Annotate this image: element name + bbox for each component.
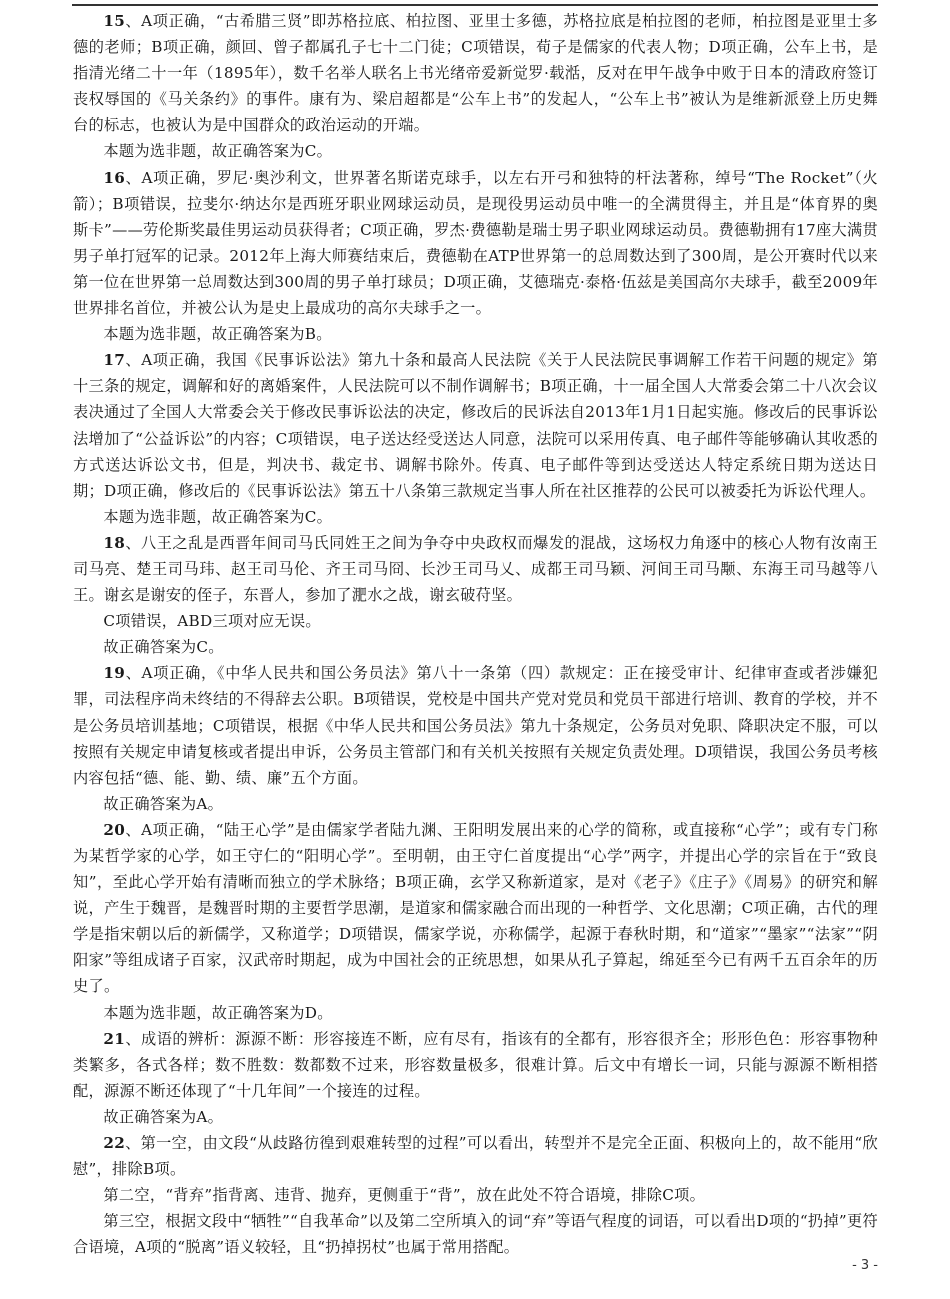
- paragraph-text: 、第一空，由文段“从歧路彷徨到艰难转型的过程”可以看出，转型并不是完全正面、积极向上的，故不能用“欣慰”，排除B项。: [73, 1134, 878, 1179]
- paragraph: [73, 634, 878, 660]
- paragraph: [73, 165, 878, 322]
- paragraph-text: 故正确答案为C。: [103, 638, 224, 657]
- question-number: 20: [103, 820, 126, 839]
- paragraph: [73, 8, 878, 138]
- paragraph-text: 、A项正确，罗尼·奥沙利文，世界著名斯诺克球手，以左右开弓和独特的杆法著称，绰号“The Rocket”（火箭）；B项错误，拉斐尔·纳达尔是西班牙职业网球运动员，是现役男运动员中唯一的全满贯得主，并且是“体育界的奥斯卡”——劳伦斯奖最佳男运动员获得者；C项正确，罗杰·费德勒是瑞士男子职业网球运动员。费德勒拥有17座大满贯男子单打冠军的记录。2012年上海大师赛结束后，费德勒在ATP世界第一的总周数达到了300周，是公开赛时代以来第一位在世界第一总周数达到300周的男子单打球员；D项正确，艾德瑞克·泰格·伍兹是美国高尔夫球手，截至2009年世界排名首位，并被公认为是史上最成功的高尔夫球手之一。: [73, 168, 878, 318]
- paragraph: [73, 321, 878, 347]
- paragraph: [73, 1208, 878, 1260]
- paragraph: [73, 1000, 878, 1026]
- paragraph-text: 本题为选非题，故正确答案为D。: [103, 1003, 333, 1022]
- question-number: 18: [103, 533, 126, 552]
- paragraph: [73, 1182, 878, 1208]
- question-number: 19: [103, 664, 126, 683]
- question-number: 21: [103, 1029, 126, 1048]
- answer-explanations: [73, 8, 878, 1261]
- paragraph: [73, 138, 878, 164]
- paragraph-text: 本题为选非题，故正确答案为C。: [103, 142, 333, 161]
- paragraph-text: 第三空，根据文段中“牺牲”“自我革命”以及第二空所填入的词“弃”等语气程度的词语，可以看出D项的“扔掉”更符合语境，A项的“脱离”语义较轻，且“扔掉拐杖”也属于常用搭配。: [73, 1212, 878, 1257]
- top-rule: [72, 4, 878, 6]
- paragraph-text: 故正确答案为A。: [103, 1107, 224, 1126]
- paragraph: [73, 1130, 878, 1182]
- question-number: 17: [103, 351, 126, 370]
- paragraph: [73, 608, 878, 634]
- paragraph-text: 第二空，“背弃”指背离、违背、抛弃，更侧重于“背”，放在此处不符合语境，排除C项。: [103, 1186, 706, 1205]
- paragraph: [73, 817, 878, 1000]
- paragraph-text: 、八王之乱是西晋年间司马氏同姓王之间为争夺中央政权而爆发的混战，这场权力角逐中的核心人物有汝南王司马亮、楚王司马玮、赵王司马伦、齐王司马冏、长沙王司马乂、成都王司马颖、河间王司马颙、东海王司马越等八王。谢玄是谢安的侄子，东晋人，参加了淝水之战，谢玄破苻坚。: [73, 533, 878, 605]
- paragraph: [73, 530, 878, 608]
- paragraph-text: 、A项正确，“古希腊三贤”即苏格拉底、柏拉图、亚里士多德，苏格拉底是柏拉图的老师，柏拉图是亚里士多德的老师；B项正确，颜回、曾子都属孔子七十二门徒；C项错误，荀子是儒家的代表人物；D项正确，公车上书，是指清光绪二十一年（1895年），数千名举人联名上书光绪帝爱新觉罗·载湉，反对在甲午战争中败于日本的清政府签订丧权辱国的《马关条约》的事件。康有为、梁启超都是“公车上书”的发起人，“公车上书”被认为是维新派登上历史舞台的标志，也被认为是中国群众的政治运动的开端。: [73, 12, 878, 135]
- paragraph: [73, 1026, 878, 1104]
- paragraph: [73, 347, 878, 504]
- page-number: - 3 -: [852, 1258, 878, 1273]
- paragraph: [73, 660, 878, 790]
- question-number: 22: [103, 1134, 126, 1153]
- paragraph: [73, 504, 878, 530]
- paragraph-text: 、A项正确，“陆王心学”是由儒家学者陆九渊、王阳明发展出来的心学的简称，或直接称“心学”；或有专门称为某哲学家的心学，如王守仁的“阳明心学”。至明朝，由王守仁首度提出“心学”两字，并提出心学的宗旨在于“致良知”，至此心学开始有清晰而独立的学术脉络；B项正确，玄学又称新道家，是对《老子》《庄子》《周易》的研究和解说，产生于魏晋，是魏晋时期的主要哲学思潮，是道家和儒家融合而出现的一种哲学、文化思潮；C项正确，古代的理学是指宋朝以后的新儒学，又称道学；D项错误，儒家学说，亦称儒学，起源于春秋时期，和“道家”“墨家”“法家”“阴阳家”等组成诸子百家，汉武帝时期起，成为中国社会的正统思想，如果从孔子算起，绵延至今已有两千五百余年的历史了。: [73, 820, 878, 996]
- paragraph-text: 、成语的辨析：源源不断：形容接连不断，应有尽有，指该有的全都有，形容很齐全；形形色色：形容事物种类繁多，各式各样；数不胜数：数都数不过来，形容数量极多，很难计算。后文中有增长一词，只能与源源不断相搭配，源源不断还体现了“十几年间”一个接连的过程。: [73, 1029, 878, 1100]
- paragraph-text: 故正确答案为A。: [103, 794, 224, 813]
- paragraph-text: 、A项正确，《中华人民共和国公务员法》第八十一条第（四）款规定：正在接受审计、纪律审查或者涉嫌犯罪，司法程序尚未终结的不得辞去公职。B项错误，党校是中国共产党对党员和党员干部进行培训、教育的学校，并不是公务员培训基地；C项错误，根据《中华人民共和国公务员法》第九十条规定，公务员对免职、降职决定不服，可以按照有关规定申请复核或者提出申诉，公务员主管部门和有关机关按照有关规定负责处理。D项错误，我国公务员考核内容包括“德、能、勤、绩、廉”五个方面。: [73, 664, 878, 787]
- paragraph-text: C项错误，ABD三项对应无误。: [103, 612, 321, 631]
- question-number: 15: [103, 12, 126, 30]
- paragraph-text: 本题为选非题，故正确答案为C。: [103, 507, 333, 526]
- paragraph: [73, 1104, 878, 1130]
- paragraph-text: 本题为选非题，故正确答案为B。: [103, 325, 332, 344]
- paragraph: [73, 791, 878, 817]
- paragraph-text: 、A项正确，我国《民事诉讼法》第九十条和最高人民法院《关于人民法院民事调解工作若干问题的规定》第十三条的规定，调解和好的离婚案件，人民法院可以不制作调解书；B项正确，十一届全国人大常委会第二十八次会议表决通过了全国人大常委会关于修改民事诉讼法的决定，修改后的民诉法自2013年1月1日起实施。修改后的民事诉讼法增加了“公益诉讼”的内容；C项错误，电子送达经受送达人同意，法院可以采用传真、电子邮件等能够确认其收悉的方式送达诉讼文书，但是，判决书、裁定书、调解书除外。传真、电子邮件等到达受送达人特定系统日期为送达日期；D项正确，修改后的《民事诉讼法》第五十八条第三款规定当事人所在社区推荐的公民可以被委托为诉讼代理人。: [73, 351, 878, 500]
- question-number: 16: [103, 168, 126, 187]
